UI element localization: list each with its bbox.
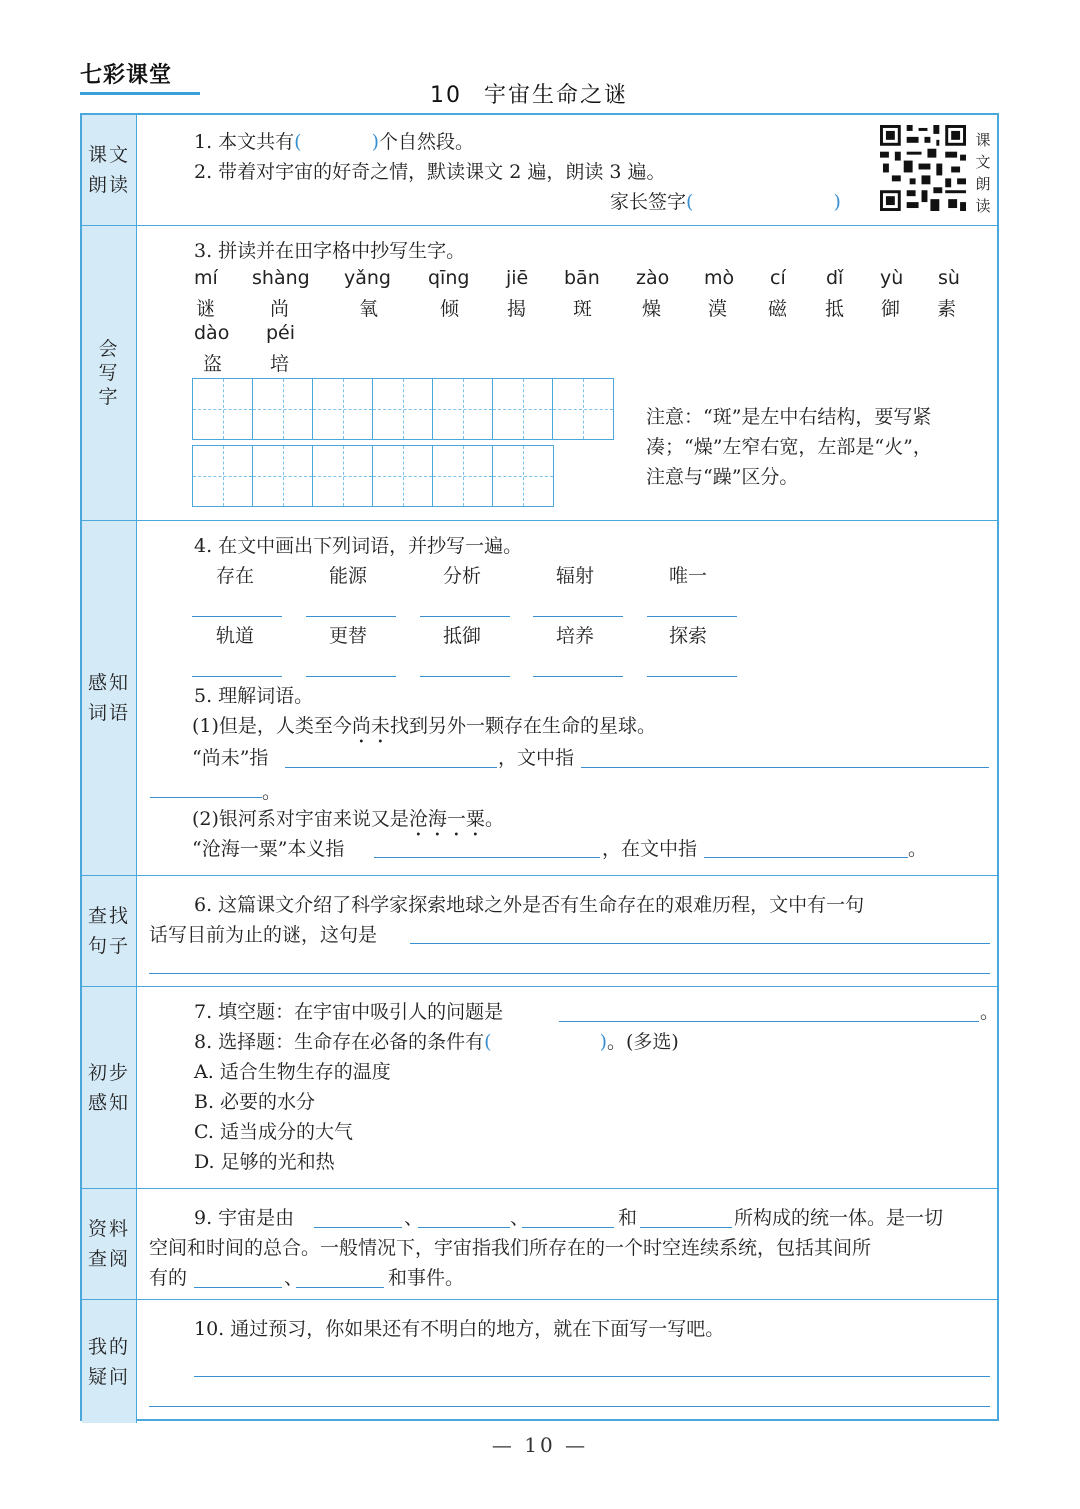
answer-line[interactable] (533, 616, 623, 617)
section-reading (82, 115, 997, 226)
section-writing (82, 226, 997, 521)
section-label: 资料查阅 (82, 1189, 137, 1299)
tianzige-cell[interactable] (313, 379, 373, 439)
answer-line[interactable] (420, 616, 510, 617)
answer-line[interactable] (533, 676, 623, 677)
pinyin: yǎng (344, 267, 391, 289)
section-initial (82, 987, 1000, 1189)
hanzi: 抵 (825, 298, 845, 320)
separator: 、 (284, 1267, 304, 1289)
hanzi: 尚 (270, 298, 290, 320)
word: 探索 (669, 625, 708, 647)
brand-underline (80, 92, 200, 95)
section-label: 课文朗读 (82, 115, 137, 225)
tianzige-cell[interactable] (373, 446, 433, 506)
separator: 、 (510, 1207, 530, 1229)
answer-line[interactable] (285, 767, 497, 768)
answer-line[interactable] (306, 676, 396, 677)
q5-1-sentence: (1)但是，人类至今尚未找到另外一颗存在生命的星球。 (192, 715, 656, 737)
page-number: — 10 — (491, 1433, 589, 1457)
option-d: D. 足够的光和热 (194, 1151, 335, 1173)
pinyin: dǐ (826, 267, 844, 289)
option-c: C. 适当成分的大气 (194, 1121, 353, 1143)
lesson-name: 宇宙生命之谜 (484, 83, 629, 108)
section-questions (82, 1300, 997, 1423)
qr-label: 课文朗读 (975, 131, 991, 215)
q2: 2. 带着对宇宙的好奇之情，默读课文 2 遍，朗读 3 遍。 (194, 161, 666, 183)
q1: 1. 本文共有( )个自然段。 (194, 131, 475, 153)
pinyin: zào (636, 267, 670, 289)
q9-line-3-end: 和事件。 (388, 1267, 465, 1289)
q5-1-prompt-a: “尚未”指 (192, 747, 269, 769)
hanzi: 氧 (359, 298, 379, 320)
q5: 5. 理解词语。 (194, 685, 314, 707)
hanzi: 漠 (708, 298, 728, 320)
period: 。 (262, 781, 282, 803)
answer-line[interactable] (581, 767, 989, 768)
parent-signature: 家长签字( ) (610, 191, 841, 213)
answer-line[interactable] (704, 857, 908, 858)
answer-line[interactable] (640, 1227, 732, 1228)
tianzige-cell[interactable] (253, 379, 313, 439)
q5-1-prompt-b: ，文中指 (498, 747, 575, 769)
hanzi: 斑 (573, 298, 593, 320)
answer-line[interactable] (296, 1287, 384, 1288)
answer-line[interactable] (410, 943, 990, 944)
q10: 10. 通过预习，你如果还有不明白的地方，就在下面写一写吧。 (194, 1318, 725, 1340)
pinyin: mò (704, 267, 735, 289)
section-label: 感知词语 (82, 521, 137, 875)
brand-name: 七彩课堂 (80, 63, 173, 88)
tianzige-cell[interactable] (253, 446, 313, 506)
section-label: 初步感知 (82, 987, 137, 1188)
pinyin: jiē (506, 267, 529, 289)
answer-line[interactable] (420, 676, 510, 677)
q8: 8. 选择题：生命存在必备的条件有( )。(多选) (194, 1031, 679, 1053)
emphasis-word: 沧海一粟 (408, 808, 485, 830)
tianzige-cell[interactable] (193, 379, 253, 439)
writing-note-line-2: 凑；“燥”左窄右宽，左部是“火”， (646, 436, 932, 458)
period: 。 (908, 838, 928, 860)
hanzi: 燥 (642, 298, 662, 320)
tianzige-cell[interactable] (493, 446, 553, 506)
q3: 3. 拼读并在田字格中抄写生字。 (194, 240, 466, 262)
pinyin: bān (564, 267, 600, 289)
q6-line-1: 6. 这篇课文介绍了科学家探索地球之外是否有生命存在的艰难历程，文中有一句 (194, 894, 865, 916)
word: 抵御 (443, 625, 482, 647)
word: 更替 (329, 625, 368, 647)
word: 唯一 (669, 565, 708, 587)
answer-line[interactable] (150, 797, 262, 798)
brand-logo (80, 58, 202, 98)
word: 辐射 (556, 565, 595, 587)
pinyin: sù (938, 267, 960, 289)
answer-line[interactable] (194, 1376, 990, 1377)
emphasis-word: 尚未 (351, 715, 390, 737)
q5-2-prompt-a: “沧海一粟”本义指 (192, 838, 345, 860)
section-label: 我的疑问 (82, 1300, 137, 1423)
answer-line[interactable] (647, 616, 737, 617)
writing-note-line-3: 注意与“躁”区分。 (646, 466, 799, 488)
section-words (82, 521, 997, 876)
tianzige-cell[interactable] (493, 379, 553, 439)
hanzi: 培 (270, 353, 290, 375)
lesson-title (430, 78, 628, 109)
section-find (82, 876, 997, 987)
writing-note-line-1: 注意：“斑”是左中右结构，要写紧 (646, 406, 932, 428)
q5-2-sentence: (2)银河系对宇宙来说又是沧海一粟。 (192, 808, 504, 830)
hanzi: 御 (881, 298, 901, 320)
q5-2-prompt-b: ，在文中指 (602, 838, 698, 860)
section-reference (82, 1189, 997, 1300)
q9-continue: 所构成的统一体。是一切 (734, 1207, 944, 1229)
answer-line[interactable] (647, 676, 737, 677)
tianzige-cell[interactable] (313, 446, 373, 506)
q9-intro: 9. 宇宙是由 (194, 1207, 295, 1229)
hanzi: 谜 (196, 298, 216, 320)
q4: 4. 在文中画出下列词语，并抄写一遍。 (194, 535, 523, 557)
answer-line[interactable] (306, 616, 396, 617)
word: 存在 (216, 565, 255, 587)
answer-line[interactable] (149, 1406, 990, 1407)
word: 能源 (329, 565, 368, 587)
hanzi: 磁 (768, 298, 788, 320)
pinyin: mí (194, 267, 218, 289)
hanzi: 素 (937, 298, 957, 320)
answer-line[interactable] (314, 1227, 402, 1228)
pinyin: cí (770, 267, 786, 289)
tianzige-cell[interactable] (433, 379, 493, 439)
hanzi: 盗 (203, 353, 223, 375)
worksheet-frame (80, 113, 999, 1421)
hanzi: 倾 (440, 298, 460, 320)
answer-line[interactable] (192, 616, 282, 617)
option-b: B. 必要的水分 (194, 1091, 316, 1113)
answer-line[interactable] (149, 973, 990, 974)
qr-code-icon[interactable] (880, 125, 966, 211)
tianzige-cell[interactable] (193, 446, 253, 506)
tianzige-cell[interactable] (553, 379, 613, 439)
answer-line[interactable] (522, 1227, 614, 1228)
pinyin: yù (880, 267, 904, 289)
pinyin: shàng (252, 267, 310, 289)
pinyin: dào (194, 322, 230, 344)
answer-line[interactable] (418, 1227, 510, 1228)
tianzige-cell[interactable] (433, 446, 493, 506)
section-label: 查找句子 (82, 876, 137, 986)
option-a: A. 适合生物生存的温度 (194, 1061, 391, 1083)
separator: 、 (404, 1207, 424, 1229)
tianzige-cell[interactable] (373, 379, 433, 439)
answer-line[interactable] (559, 1021, 979, 1022)
section-label: 会写字 (82, 226, 137, 520)
period: 。 (980, 1001, 1000, 1023)
q9-line-3-start: 有的 (149, 1267, 188, 1289)
q6-line-2: 话写目前为止的谜，这句是 (149, 924, 378, 946)
lesson-number: 10 (430, 83, 462, 108)
q7: 7. 填空题：在宇宙中吸引人的问题是 (194, 1001, 504, 1023)
answer-line[interactable] (192, 676, 282, 677)
answer-line[interactable] (374, 857, 600, 858)
tianzige-row-1[interactable] (192, 378, 614, 440)
answer-line[interactable] (194, 1287, 282, 1288)
pinyin: qīng (428, 267, 470, 289)
tianzige-row-2[interactable] (192, 445, 554, 507)
conjunction: 和 (618, 1207, 638, 1229)
q9-line-2: 空间和时间的总合。一般情况下，宇宙指我们所存在的一个时空连续系统，包括其间所 (149, 1237, 872, 1259)
word: 培养 (556, 625, 595, 647)
hanzi: 揭 (507, 298, 527, 320)
word: 轨道 (216, 625, 255, 647)
pinyin: péi (266, 322, 296, 344)
word: 分析 (443, 565, 482, 587)
